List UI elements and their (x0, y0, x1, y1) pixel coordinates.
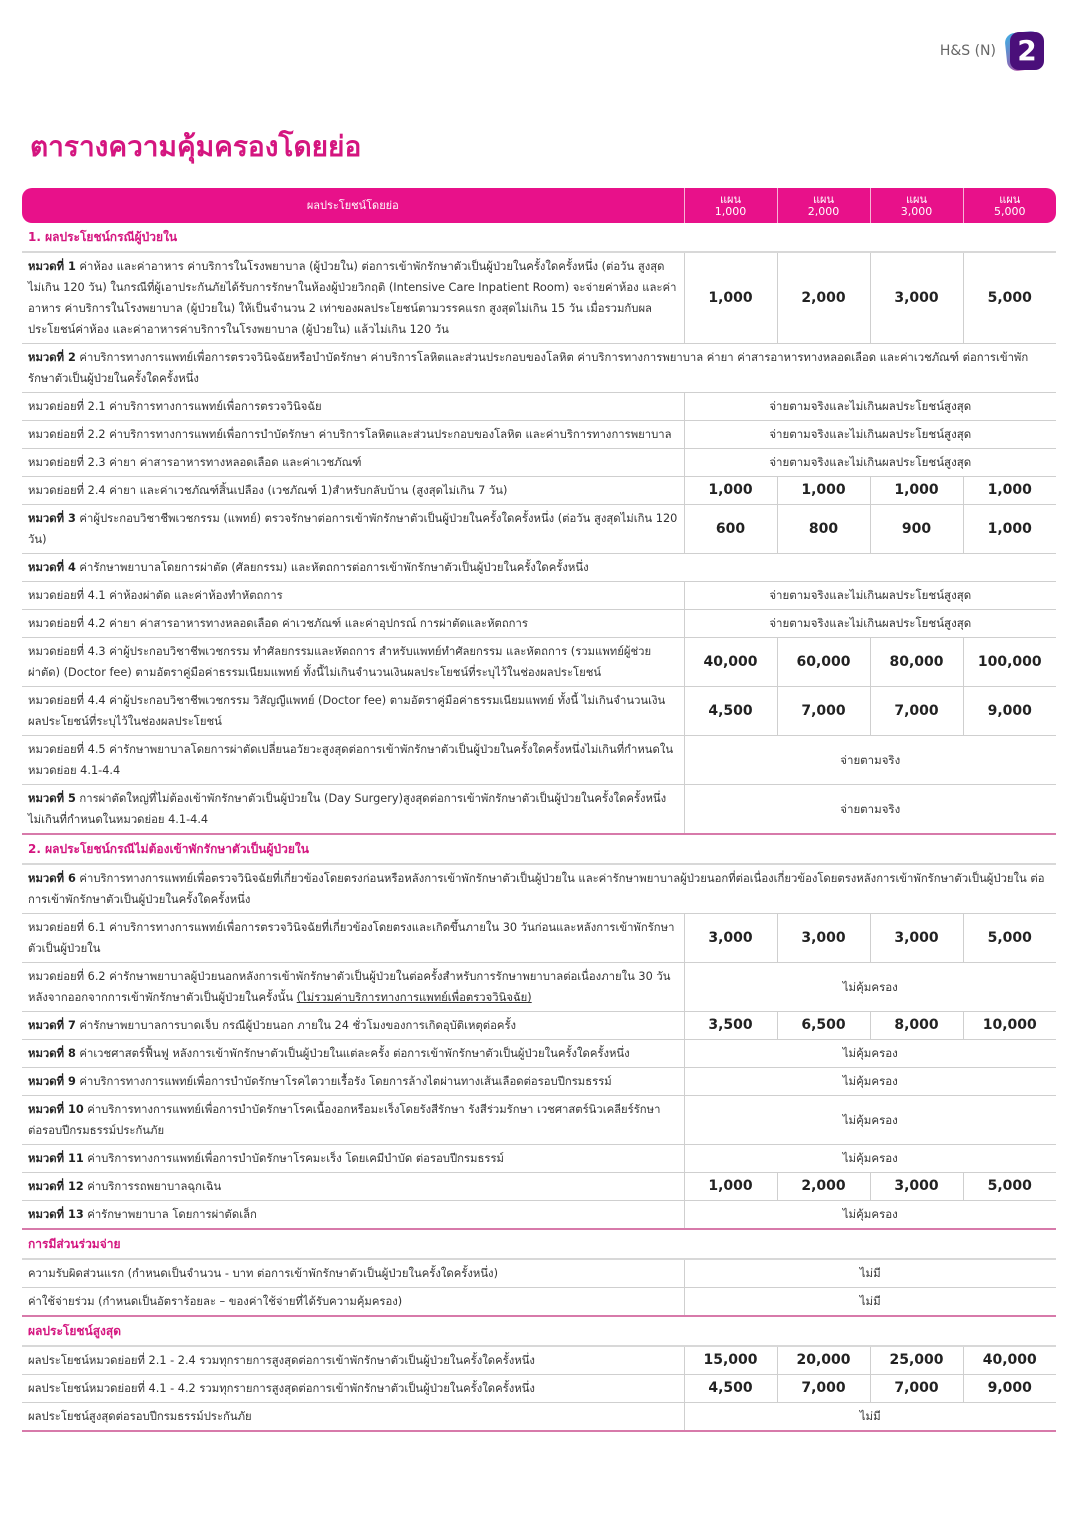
table-row: หมวดที่ 4 ค่ารักษาพยาบาลโดยการผ่าตัด (ศัลยกรรม) และหัตถการต่อการเข้าพักรักษาตัวเป็นผู้ป่วยในครั้งใดครั้งหนึ่ง (22, 554, 1056, 582)
table-row: หมวดที่ 10 ค่าบริการทางการแพทย์เพื่อการบำบัดรักษาโรคเนื้องอกหรือมะเร็งโดยรังสีรักษา รังสีร่วมรักษา เวชศาสตร์นิวเคลียร์รักษา ต่อรอบปีกรมธรรม์ประกันภัย ไม่คุ้มครอง (22, 1096, 1056, 1145)
document-header (940, 30, 1046, 72)
table-row: หมวดที่ 7 ค่ารักษาพยาบาลการบาดเจ็บ กรณีผู้ป่วยนอก ภายใน 24 ชั่วโมงของการเกิดอุบัติเหตุต่อครั้ง 3,500 6,500 8,000 10,000 (22, 1012, 1056, 1040)
table-row: หมวดย่อยที่ 4.1 ค่าห้องผ่าตัด และค่าห้องทำหัตถการ จ่ายตามจริงและไม่เกินผลประโยชน์สูงสุด (22, 582, 1056, 610)
product-code: H&S (N) (939, 43, 996, 59)
table-row: ผลประโยชน์หมวดย่อยที่ 2.1 - 2.4 รวมทุกรายการสูงสุดต่อการเข้าพักรักษาตัวเป็นผู้ป่วยในครั้งใดครั้งหนึ่ง 15,000 20,000 25,000 40,000 (22, 1346, 1056, 1375)
table-row: หมวดที่ 12 ค่าบริการรถพยาบาลฉุกเฉิน 1,000 2,000 3,000 5,000 (22, 1173, 1056, 1201)
table-row: หมวดย่อยที่ 4.5 ค่ารักษาพยาบาลโดยการผ่าตัดเปลี่ยนอวัยวะสูงสุดต่อการเข้าพักรักษาตัวเป็นผู้ป่วยในครั้งใดครั้งหนึ่งไม่เกินที่กำหนดในหมวดย่อย 4.1-4.4 จ่ายตามจริง (22, 736, 1056, 785)
table-row: หมวดที่ 8 ค่าเวชศาสตร์ฟื้นฟู หลังการเข้าพักรักษาตัวเป็นผู้ป่วยในแต่ละครั้ง ต่อการเข้าพักรักษาตัวเป็นผู้ป่วยในครั้งใดครั้งหนึ่ง ไม่คุ้มครอง (22, 1040, 1056, 1068)
coverage-table (22, 188, 1056, 1432)
header-plan: แผน 5,000 (963, 188, 1056, 223)
table-row: หมวดย่อยที่ 2.4 ค่ายา และค่าเวชภัณฑ์สิ้นเปลือง (เวชภัณฑ์ 1)สำหรับกลับบ้าน (สูงสุดไม่เกิน 7 วัน) 1,000 1,000 1,000 1,000 (22, 477, 1056, 505)
section-heading: การมีส่วนร่วมจ่าย (22, 1229, 1056, 1259)
table-row: หมวดที่ 3 ค่าผู้ประกอบวิชาชีพเวชกรรม (แพทย์) ตรวจรักษาต่อการเข้าพักรักษาตัวเป็นผู้ป่วยในครั้งใดครั้งหนึ่ง (ต่อวัน สูงสุดไม่เกิน 120 วัน) 600 800 900 1,000 (22, 505, 1056, 554)
table-row: หมวดที่ 9 ค่าบริการทางการแพทย์เพื่อการบำบัดรักษาโรคไตวายเรื้อรัง โดยการล้างไตผ่านทางเส้นเลือดต่อรอบปีกรมธรรม์ ไม่คุ้มครอง (22, 1068, 1056, 1096)
table-row: หมวดที่ 11 ค่าบริการทางการแพทย์เพื่อการบำบัดรักษาโรคมะเร็ง โดยเคมีบำบัด ต่อรอบปีกรมธรรม์ ไม่คุ้มครอง (22, 1145, 1056, 1173)
table-row: หมวดย่อยที่ 4.2 ค่ายา ค่าสารอาหารทางหลอดเลือด ค่าเวชภัณฑ์ และค่าอุปกรณ์ การผ่าตัดและหัตถการ จ่ายตามจริงและไม่เกินผลประโยชน์สูงสุด (22, 610, 1056, 638)
header-plan: แผน 2,000 (777, 188, 870, 223)
header-plan: แผน 3,000 (870, 188, 963, 223)
header-plan: แผน 1,000 (684, 188, 777, 223)
header-benefit: ผลประโยชน์โดยย่อ (22, 188, 684, 223)
page-title: ตารางความคุ้มครองโดยย่อ (30, 130, 362, 163)
table-row: หมวดที่ 2 ค่าบริการทางการแพทย์เพื่อการตรวจวินิจฉัยหรือบำบัดรักษา ค่าบริการโลหิตและส่วนประกอบของโลหิต ค่าบริการทางการพยาบาล ค่ายา ค่าสารอาหารทางหลอดเลือด และค่าเวชภัณฑ์ ต่อการเข้าพักรักษาตัวเป็นผู้ป่วยในครั้งใดครั้งหนึ่ง (22, 344, 1056, 393)
table-row: หมวดที่ 5 การผ่าตัดใหญ่ที่ไม่ต้องเข้าพักรักษาตัวเป็นผู้ป่วยใน (Day Surgery)สูงสุดต่อการเข้าพักรักษาตัวเป็นผู้ป่วยในครั้งใดครั้งหนึ่งไม่เกินที่กำหนดในหมวดย่อย 4.1-4.4 จ่ายตามจริง (22, 785, 1056, 835)
table-row: หมวดย่อยที่ 4.4 ค่าผู้ประกอบวิชาชีพเวชกรรม วิสัญญีแพทย์ (Doctor fee) ตามอัตราคู่มือค่าธรรมเนียมแพทย์ ทั้งนี้ ไม่เกินจำนวนเงินผลประโยชน์ที่ระบุไว้ในช่องผลประโยชน์ 4,500 7,000 7,000 9,000 (22, 687, 1056, 736)
table-row: หมวดที่ 13 ค่ารักษาพยาบาล โดยการผ่าตัดเล็ก ไม่คุ้มครอง (22, 1201, 1056, 1230)
table-row: หมวดที่ 1 ค่าห้อง และค่าอาหาร ค่าบริการในโรงพยาบาล (ผู้ป่วยใน) ต่อการเข้าพักรักษาตัวเป็นผู้ป่วยในครั้งใดครั้งหนึ่ง (ต่อวัน สูงสุดไม่เกิน 120 วัน) ในกรณีที่ผู้เอาประกันภัยได้รับการรักษาในห้องผู้ป่วยวิกฤติ (Intensive Care Inpatient Room) จะจ่ายค่าห้อง และค่าอาหาร ค่าบริการในโรงพยาบาล (ผู้ป่วยใน) ให้เป็นจำนวน 2 เท่าของผลประโยชน์ตามวรรคแรก สูงสุดไม่เกิน 15 วัน เมื่อรวมกับผลประโยชน์ค่าห้อง และค่าอาหารค่าบริการในโรงพยาบาล (ผู้ป่วยใน) แล้วไม่เกิน 120 วัน 1,000 2,000 3,000 5,000 (22, 252, 1056, 344)
table-header (22, 188, 1056, 223)
table-row: หมวดที่ 6 ค่าบริการทางการแพทย์เพื่อตรวจวินิจฉัยที่เกี่ยวข้องโดยตรงก่อนหรือหลังการเข้าพักรักษาตัวเป็นผู้ป่วยใน และค่ารักษาพยาบาลผู้ป่วยนอกที่ต่อเนื่องเกี่ยวข้องโดยตรงหลังการเข้าพักรักษาตัวเป็นผู้ป่วยใน ต่อการเข้าพักรักษาตัวเป็นผู้ป่วยในครั้งใดครั้งหนึ่ง (22, 864, 1056, 914)
section-heading: 1. ผลประโยชน์กรณีผู้ป่วยใน (22, 223, 1056, 252)
table-row: ผลประโยชน์สูงสุดต่อรอบปีกรมธรรม์ประกันภัย ไม่มี (22, 1403, 1056, 1432)
table-row: หมวดย่อยที่ 4.3 ค่าผู้ประกอบวิชาชีพเวชกรรม ทำศัลยกรรมและหัตถการ สำหรับแพทย์ทำศัลยกรรม และหัตถการ (รวมแพทย์ผู้ช่วยผ่าตัด) (Doctor fee) ตามอัตราคู่มือค่าธรรมเนียมแพทย์ ทั้งนี้ไม่เกินจำนวนเงินผลประโยชน์ที่ระบุไว้ในช่องผลประโยชน์ 40,000 60,000 80,000 100,000 (22, 638, 1056, 687)
table-row: หมวดย่อยที่ 6.1 ค่าบริการทางการแพทย์เพื่อการตรวจวินิจฉัยที่เกี่ยวข้องโดยตรงและเกิดขึ้นภายใน 30 วันก่อนและหลังการเข้าพักรักษาตัวเป็นผู้ป่วยใน 3,000 3,000 3,000 5,000 (22, 914, 1056, 963)
table-row: ความรับผิดส่วนแรก (กำหนดเป็นจำนวน - บาท ต่อการเข้าพักรักษาตัวเป็นผู้ป่วยในครั้งใดครั้งหนึ่ง) ไม่มี (22, 1259, 1056, 1288)
table-row: ค่าใช้จ่ายร่วม (กำหนดเป็นอัตราร้อยละ – ของค่าใช้จ่ายที่ได้รับความคุ้มครอง) ไม่มี (22, 1288, 1056, 1317)
table-row: ผลประโยชน์หมวดย่อยที่ 4.1 - 4.2 รวมทุกรายการสูงสุดต่อการเข้าพักรักษาตัวเป็นผู้ป่วยในครั้งใดครั้งหนึ่ง 4,500 7,000 7,000 9,000 (22, 1375, 1056, 1403)
table-row: หมวดย่อยที่ 2.3 ค่ายา ค่าสารอาหารทางหลอดเลือด และค่าเวชภัณฑ์ จ่ายตามจริงและไม่เกินผลประโยชน์สูงสุด (22, 449, 1056, 477)
table-row: หมวดย่อยที่ 6.2 ค่ารักษาพยาบาลผู้ป่วยนอกหลังการเข้าพักรักษาตัวเป็นผู้ป่วยในต่อครั้งสำหรับการรักษาพยาบาลต่อเนื่องภายใน 30 วันหลังจากออกจากการเข้าพักรักษาตัวเป็นผู้ป่วยในครั้งนั้น (ไม่รวมค่าบริการทางการแพทย์เพื่อตรวจวินิจฉัย) ไม่คุ้มครอง (22, 963, 1056, 1012)
table-row: หมวดย่อยที่ 2.1 ค่าบริการทางการแพทย์เพื่อการตรวจวินิจฉัย จ่ายตามจริงและไม่เกินผลประโยชน์สูงสุด (22, 393, 1056, 421)
section-heading: 2. ผลประโยชน์กรณีไม่ต้องเข้าพักรักษาตัวเป็นผู้ป่วยใน (22, 834, 1056, 864)
badge-number: 2 (1010, 32, 1044, 70)
section-heading: ผลประโยชน์สูงสุด (22, 1316, 1056, 1346)
plan-badge-icon (1006, 30, 1046, 72)
table-row: หมวดย่อยที่ 2.2 ค่าบริการทางการแพทย์เพื่อการบำบัดรักษา ค่าบริการโลหิตและส่วนประกอบของโลหิต และค่าบริการทางการพยาบาล จ่ายตามจริงและไม่เกินผลประโยชน์สูงสุด (22, 421, 1056, 449)
